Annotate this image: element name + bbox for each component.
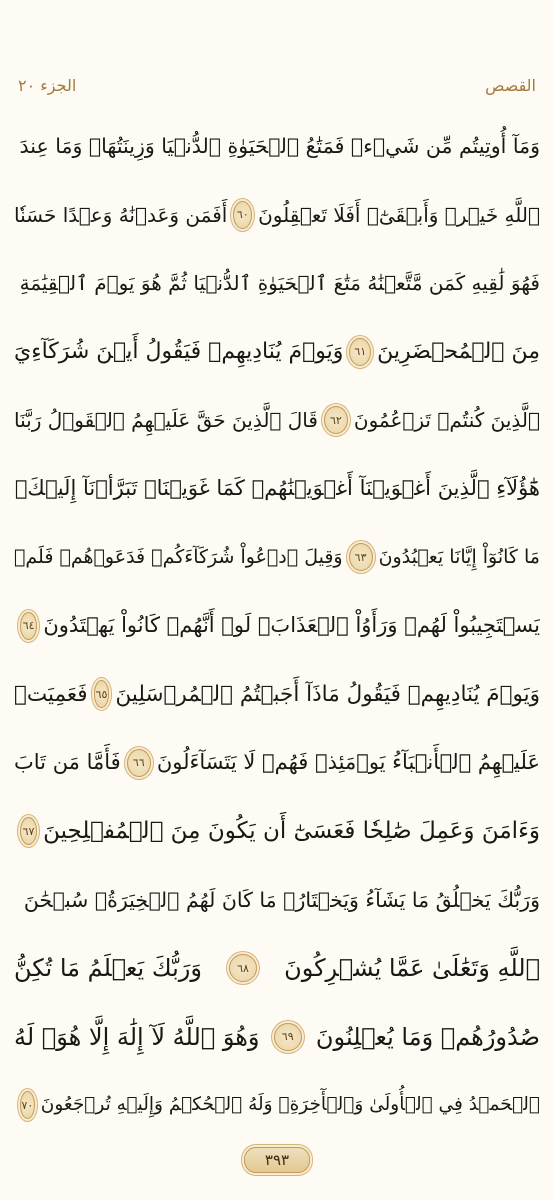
ayah-number-marker[interactable]: ٦٣ [349,543,373,571]
verse-text: يَسۡتَجِيبُواْ لَهُمۡ وَرَأَوُاْ ٱلۡعَذَابَۚ لَوۡ أَنَّهُمۡ كَانُواْ يَهۡتَدُونَ [43,613,540,638]
verse-text: ٱلَّذِينَ كُنتُمۡ تَزۡعُمُونَ [353,408,540,433]
verse-text: وَيَوۡمَ يُنَادِيهِمۡ فَيَقُولُ مَاذَآ أَجَبۡتُمُ ٱلۡمُرۡسَلِينَ [115,681,540,707]
verse-text: مَا كَانُوٓاْ إِيَّانَا يَعۡبُدُونَ [378,545,540,568]
verse-text: أَفَمَن وَعَدۡنَٰهُ وَعۡدًا حَسَنٗا [14,202,228,227]
verse-text: وَيَوۡمَ يُنَادِيهِمۡ فَيَقُولُ أَيۡنَ شُرَكَآءِيَ [14,338,344,364]
verse-line [14,318,540,387]
verse-line [14,866,540,935]
ayah-number-marker[interactable]: ٦٨ [229,954,257,982]
verse-line [14,455,540,524]
verse-text: عَلَيۡهِمُ ٱلۡأَنۢبَآءُ يَوۡمَئِذٖ فَهُمۡ لَا يَتَسَآءَلُونَ [156,750,540,775]
verse-line [14,660,540,729]
verse-text: مِنَ ٱلۡمُحۡضَرِينَ [377,338,540,364]
verse-text: وَقِيلَ ٱدۡعُواْ شُرَكَآءَكُمۡ فَدَعَوۡهُمۡ فَلَمۡ [14,545,343,568]
ayah-number-marker[interactable]: ٦٤ [20,612,37,640]
verse-text: وَمَآ أُوتِيتُم مِّن شَيۡءٖ فَمَتَٰعُ ٱلۡحَيَوٰةِ ٱلدُّنۡيَا وَزِينَتُهَاۚ وَمَا عِندَ [19,134,540,158]
verse-text-block [14,112,540,1140]
ayah-number-marker[interactable]: ٧٠ [20,1091,35,1119]
verse-text: هَٰٓؤُلَآءِ ٱلَّذِينَ أَغۡوَيۡنَآ أَغۡوَيۡنَٰهُمۡ كَمَا غَوَيۡنَاۖ تَبَرَّأۡنَآ إِلَيۡكَۖ [14,476,540,501]
verse-text: وَرَبُّكَ يَعۡلَمُ مَا تُكِنُّ [14,954,202,983]
ayah-number-marker[interactable]: ٦١ [349,338,371,366]
verse-text: وَءَامَنَ وَعَمِلَ صَٰلِحٗا فَعَسَىٰٓ أَن يَكُونَ مِنَ ٱلۡمُفۡلِحِينَ [43,817,540,844]
verse-text: فَأَمَّا مَن تَابَ [14,750,121,775]
verse-line [14,1071,540,1140]
page-header [18,70,536,100]
ayah-number-marker[interactable]: ٦٢ [324,406,348,434]
verse-text: ٱللَّهِ خَيۡرٞ وَأَبۡقَىٰٓۚ أَفَلَا تَعۡقِلُونَ [258,202,540,227]
verse-text: قَالَ ٱلَّذِينَ حَقَّ عَلَيۡهِمُ ٱلۡقَوۡلُ رَبَّنَا [14,408,318,433]
verse-line [14,592,540,661]
verse-text: صُدُورُهُمۡ وَمَا يُعۡلِنُونَ [315,1022,540,1051]
verse-text: فَعَمِيَتۡ [14,681,88,707]
surah-name: القصص [485,75,536,95]
verse-line [14,386,540,455]
page-number-badge: ٣٩٣ [244,1147,310,1173]
ayah-number-marker[interactable]: ٦٦ [127,749,151,777]
verse-line [14,1003,540,1072]
ayah-number-marker[interactable]: ٦٧ [20,817,37,845]
verse-line [14,523,540,592]
verse-text: وَرَبُّكَ يَخۡلُقُ مَا يَشَآءُ وَيَخۡتَارُۗ مَا كَانَ لَهُمُ ٱلۡخِيَرَةُۚ سُبۡحَٰنَ [23,887,540,912]
verse-line [14,249,540,318]
ayah-number-marker[interactable]: ٦٩ [274,1023,302,1051]
verse-line [14,934,540,1003]
verse-text: ٱلۡحَمۡدُ فِي ٱلۡأُولَىٰ وَٱلۡأٓخِرَةِۖ وَلَهُ ٱلۡحُكۡمُ وَإِلَيۡهِ تُرۡجَعُونَ [40,1094,540,1115]
ayah-number-marker[interactable]: ٦٥ [94,680,110,708]
verse-line [14,181,540,250]
verse-text: فَهُوَ لَٰقِيهِ كَمَن مَّتَّعۡنَٰهُ مَتَٰعَ ٱلۡحَيَوٰةِ ٱلدُّنۡيَا ثُمَّ هُوَ يَوۡمَ ٱلۡقِيَٰمَةِ [19,271,540,296]
ayah-number-marker[interactable]: ٦٠ [233,201,252,229]
verse-line [14,112,540,181]
verse-line [14,729,540,798]
verse-line [14,797,540,866]
verse-text: وَهُوَ ٱللَّهُ لَآ إِلَٰهَ إِلَّا هُوَۖ لَهُ [14,1022,260,1051]
verse-text: ٱللَّهِ وَتَعَٰلَىٰ عَمَّا يُشۡرِكُونَ [284,954,540,983]
juz-label: الجزء ٢٠ [18,75,77,95]
